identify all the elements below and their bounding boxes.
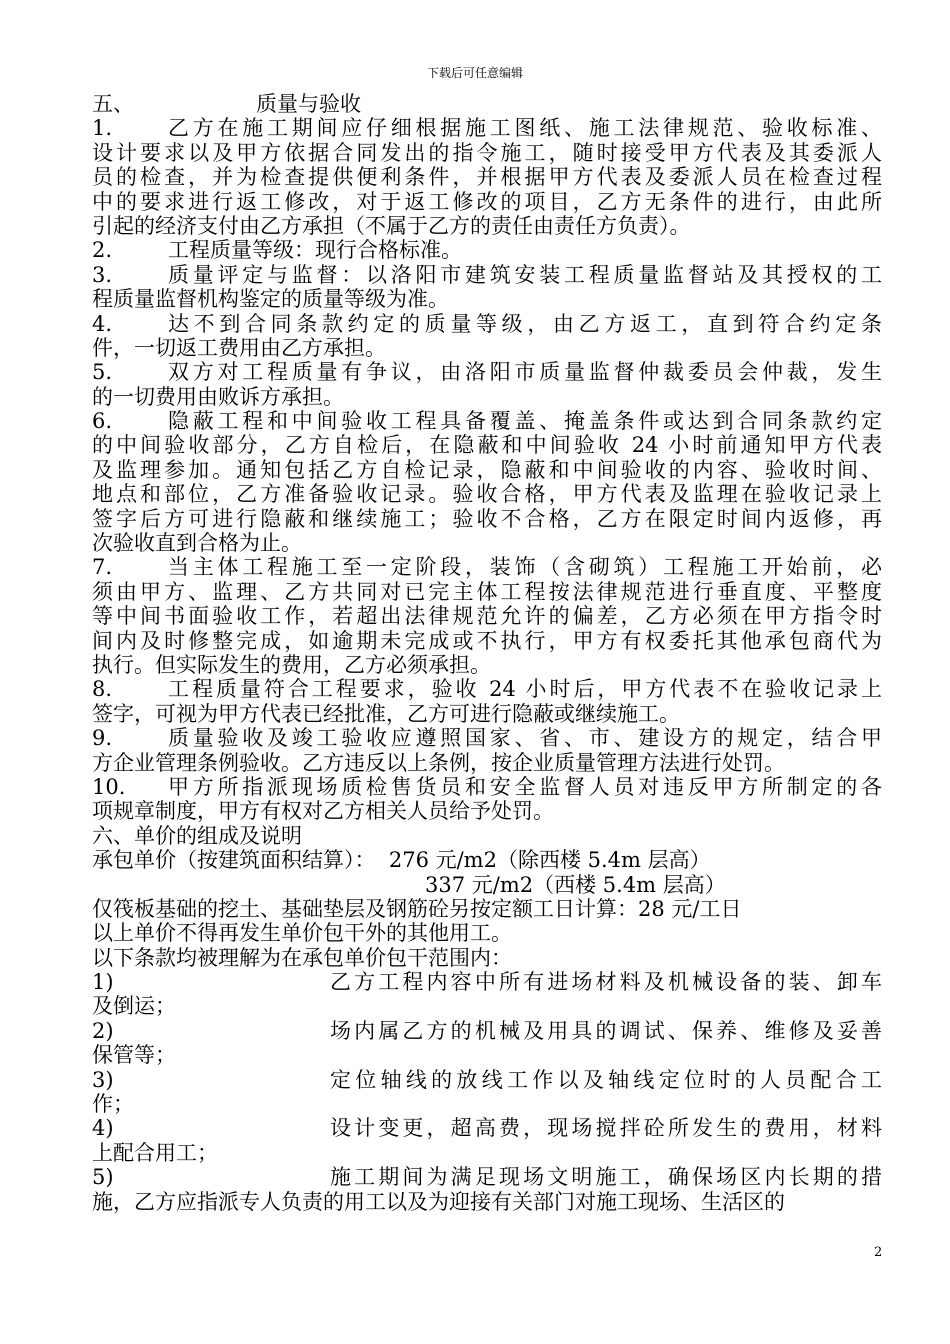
clause-text: 双方对工程质量有争议，由洛阳市质量监督仲裁委员会仲裁，发生: [168, 360, 882, 385]
clause-text: 的一切费用由败诉方承担。: [92, 384, 344, 409]
clause-text: 工程质量等级：现行合格标准。: [168, 238, 462, 263]
price-value-1: 276 元/m2（除西楼 5.4m 层高）: [375, 848, 711, 873]
clause-number: 7.: [92, 555, 113, 580]
list-line: [92, 994, 882, 1018]
clause-text: 引起的经济支付由乙方承担（不属于乙方的责任由责任方负责）。: [92, 213, 691, 238]
clause-text: 当主体工程施工至一定阶段，装饰（含砌筑）工程施工开始前，必: [168, 555, 882, 580]
list-line: [92, 1068, 882, 1092]
clause-line: [92, 287, 882, 311]
clause-line: [92, 604, 882, 628]
page-header-note: 下载后可任意编辑: [426, 66, 523, 80]
list-text: 保管等；: [92, 1043, 176, 1068]
clause-text: 签字，可视为甲方代表已经批准，乙方可进行隐蔽或继续施工。: [92, 701, 680, 726]
clause-text: 方企业管理条例验收。乙方违反以上条例，按企业质量管理方法进行处罚。: [92, 750, 785, 775]
list-line: [92, 1165, 882, 1189]
list-number: 5): [92, 1165, 114, 1190]
clause-text: 隐蔽工程和中间验收工程具备覆盖、掩盖条件或达到合同条款约定: [168, 409, 882, 434]
list-text: 乙方工程内容中所有进场材料及机械设备的装、卸车: [330, 970, 882, 995]
clause-line: [92, 238, 882, 262]
clause-text: 间内及时修整完成，如逾期未完成或不执行，甲方有权委托其他承包商代为: [92, 628, 882, 653]
clause-text: 质量评定与监督：以洛阳市建筑安装工程质量监督站及其授权的工: [168, 262, 882, 287]
clause-number: 2.: [92, 238, 113, 263]
list-line: [92, 1019, 882, 1043]
clause-text: 项规章制度，甲方有权对乙方相关人员给予处罚。: [92, 799, 554, 824]
list-number: 2): [92, 1018, 114, 1043]
clause-line: [92, 799, 882, 823]
clause-line: [92, 507, 882, 531]
clause-line: [92, 458, 882, 482]
price-line-1: [92, 848, 882, 872]
clause-line: [92, 433, 882, 457]
clause-line: [92, 360, 882, 384]
clause-text: 达不到合同条款约定的质量等级，由乙方返工，直到符合约定条: [168, 311, 882, 336]
list-text: 定位轴线的放线工作以及轴线定位时的人员配合工: [330, 1067, 882, 1092]
clause-line: [92, 190, 882, 214]
list-line: [92, 1141, 882, 1165]
clause-line: [92, 653, 882, 677]
section-heading-6: 六、单价的组成及说明: [92, 823, 302, 848]
clause-text: 中的要求进行返工修改，对于返工修改的项目，乙方无条件的进行，由此所: [92, 189, 882, 214]
list-text: 上配合用工；: [92, 1140, 218, 1165]
clause-line: [92, 702, 882, 726]
clause-text: 设计要求以及甲方依据合同发出的指令施工，随时接受甲方代表及其委派人: [92, 140, 882, 165]
clause-line: [92, 726, 882, 750]
list-line: [92, 1092, 882, 1116]
page-number: 2: [874, 1245, 883, 1260]
clause-line: [92, 214, 882, 238]
list-line: [92, 970, 882, 994]
clause-text: 的中间验收部分，乙方自检后，在隐蔽和中间验收 24 小时前通知甲方代表: [92, 433, 882, 458]
section-heading: [92, 92, 882, 116]
list-text: 施，乙方应指派专人负责的用工以及为迎接有关部门对施工现场、生活区的: [92, 1189, 785, 1214]
clause-line: [92, 629, 882, 653]
clause-number: 4.: [92, 311, 113, 336]
list-line: [92, 1190, 882, 1214]
clause-line: [92, 312, 882, 336]
clause-number: 9.: [92, 726, 113, 751]
clause-text: 乙方在施工期间应仔细根据施工图纸、施工法律规范、验收标准、: [168, 116, 882, 141]
clause-text: 等中间书面验收工作，若超出法律规范允许的偏差，乙方必须在甲方指令时: [92, 604, 882, 629]
clause-text: 质量验收及竣工验收应遵照国家、省、市、建设方的规定，结合甲: [168, 726, 882, 751]
clause-line: [92, 336, 882, 360]
clause-number: 6.: [92, 409, 113, 434]
clause-number: 5.: [92, 360, 113, 385]
list-number: 3): [92, 1067, 114, 1092]
clause-text: 员的检查，并为检查提供便利条件，并根据甲方代表及委派人员在检查过程: [92, 165, 882, 190]
document-body: [92, 92, 882, 1214]
clause-line: [92, 751, 882, 775]
clause-text: 及监理参加。通知包括乙方自检记录，隐蔽和中间验收的内容、验收时间、: [92, 457, 882, 482]
price-label: 承包单价（按建筑面积结算）：: [92, 848, 376, 873]
clause-text: 甲方所指派现场质检售货员和安全监督人员对违反甲方所制定的各: [168, 774, 882, 799]
note-line: 以上单价不得再发生单价包干外的其他用工。: [92, 921, 512, 946]
price-line-2: [92, 873, 882, 897]
list-text: 作；: [92, 1092, 134, 1117]
clause-text: 地点和部位，乙方准备验收记录。验收合格，甲方代表及监理在验收记录上: [92, 482, 882, 507]
section-title: 质量与验收: [256, 92, 361, 116]
list-line: [92, 1043, 882, 1067]
clause-number: 1.: [92, 116, 113, 141]
clause-line: [92, 116, 882, 140]
clause-line: [92, 385, 882, 409]
note-line: 仅筏板基础的挖土、基础垫层及钢筋砼另按定额工日计算：28 元/工日: [92, 896, 742, 921]
clause-text: 签字后方可进行隐蔽和继续施工；验收不合格，乙方在限定时间内返修，再: [92, 506, 882, 531]
clause-line: [92, 775, 882, 799]
note-line: 以下条款均被理解为在承包单价包干范围内：: [92, 945, 512, 970]
list-number: 4): [92, 1116, 114, 1141]
price-value-2: 337 元/m2（西楼 5.4m 层高）: [425, 872, 726, 897]
list-number: 1): [92, 970, 114, 995]
clause-number: 10.: [92, 774, 126, 799]
clause-number: 3.: [92, 262, 113, 287]
list-text: 及倒运；: [92, 994, 176, 1019]
clause-line: [92, 677, 882, 701]
list-line: [92, 1116, 882, 1140]
section-number: 五、: [92, 92, 134, 116]
clause-text: 工程质量符合工程要求，验收 24 小时后，甲方代表不在验收记录上: [168, 677, 882, 702]
clause-text: 执行。但实际发生的费用，乙方必须承担。: [92, 652, 491, 677]
clause-line: [92, 263, 882, 287]
clause-number: 8.: [92, 677, 113, 702]
clause-text: 程质量监督机构鉴定的质量等级为准。: [92, 287, 449, 312]
clause-text: 须由甲方、监理、乙方共同对已完主体工程按法律规范进行垂直度、平整度: [92, 579, 882, 604]
clause-line: [92, 165, 882, 189]
clause-line: [92, 531, 882, 555]
list-text: 设计变更，超高费，现场搅拌砼所发生的费用，材料: [330, 1116, 882, 1141]
clause-line: [92, 409, 882, 433]
clause-line: [92, 482, 882, 506]
clause-line: [92, 141, 882, 165]
clause-text: 件，一切返工费用由乙方承担。: [92, 335, 386, 360]
clause-text: 次验收直到合格为止。: [92, 531, 302, 556]
clause-line: [92, 580, 882, 604]
clause-line: [92, 555, 882, 579]
list-text: 场内属乙方的机械及用具的调试、保养、维修及妥善: [330, 1018, 882, 1043]
list-text: 施工期间为满足现场文明施工，确保场区内长期的措: [330, 1165, 882, 1190]
